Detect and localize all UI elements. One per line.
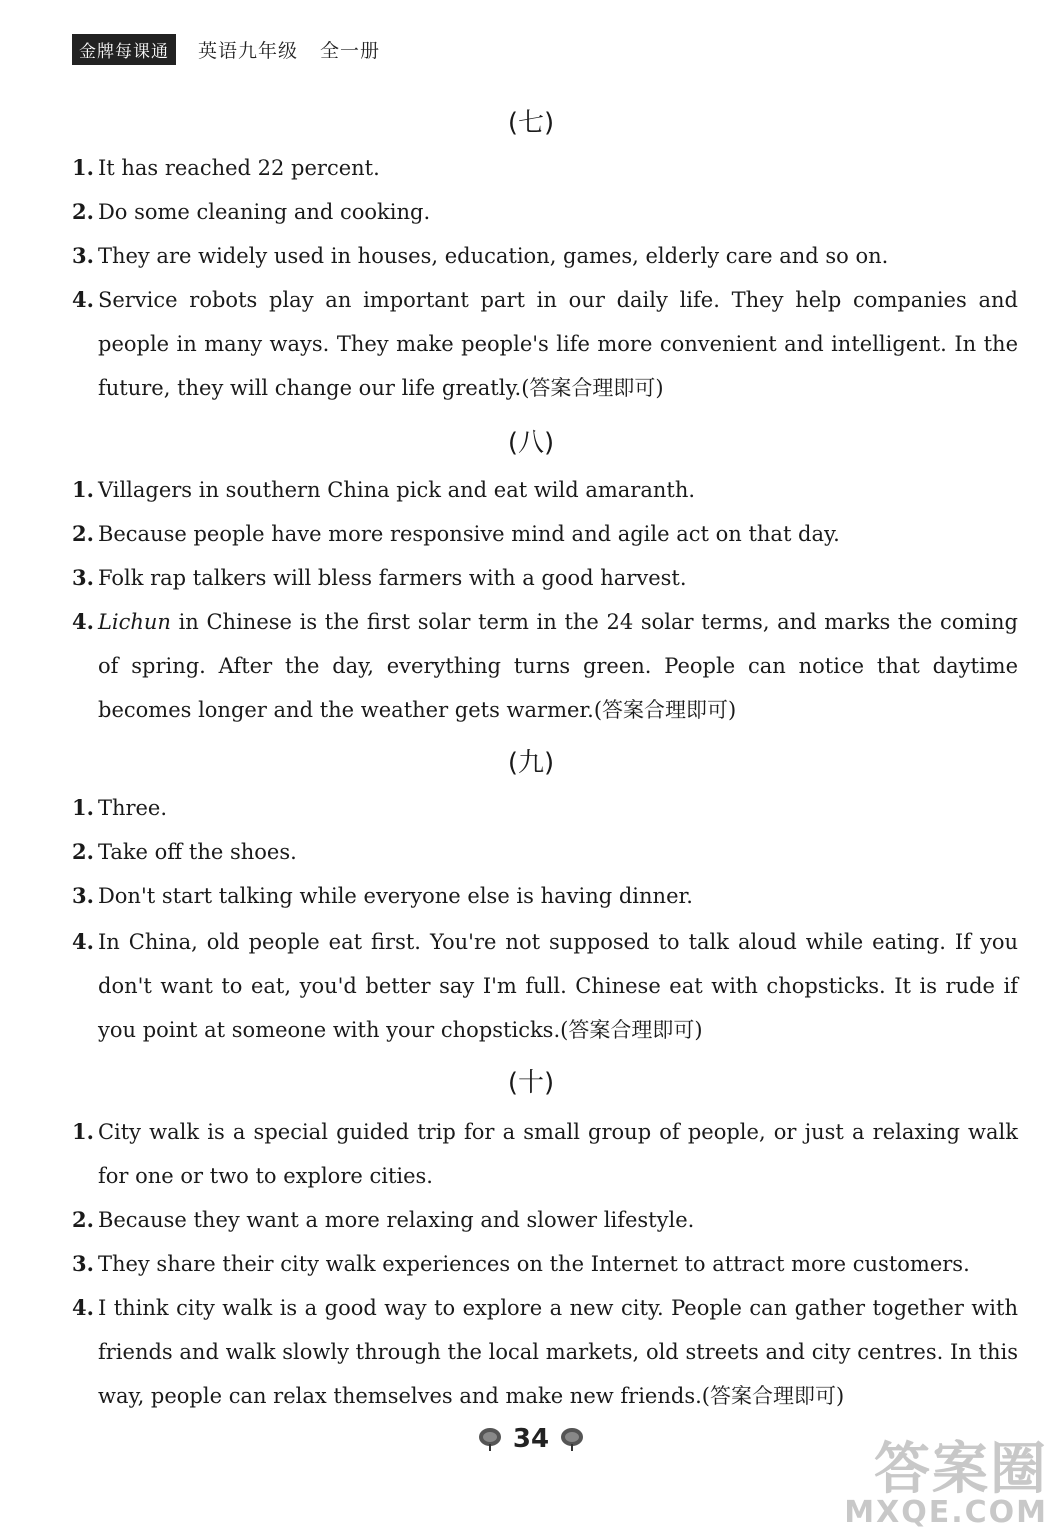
item-number: 2.	[72, 521, 94, 546]
answer-item	[72, 278, 1018, 410]
item-number: 4.	[72, 929, 94, 954]
item-text: Three.	[97, 796, 168, 820]
item-text: Do some cleaning and cooking.	[97, 200, 431, 224]
item-number: 2.	[72, 839, 94, 864]
brand-label: 金牌每课通	[72, 34, 176, 65]
item-italic-term: Lichun	[97, 610, 171, 634]
item-text: I think city walk is a good way to explore a new city. People can gather together with friends and walk slowly through the local markets, old streets and city centres. In this way, people can relax themselves and make new friends.(答案合理即可)	[97, 1296, 1018, 1408]
item-text: It has reached 22 percent.	[97, 156, 380, 180]
item-text: Because they want a more relaxing and slower lifestyle.	[97, 1208, 695, 1232]
item-number: 4.	[72, 609, 94, 634]
book-title	[198, 36, 380, 63]
answer-item	[72, 190, 1018, 234]
answer-item	[72, 1198, 1018, 1242]
watermark-url: MXQE.COM	[844, 1495, 1048, 1530]
answer-item	[72, 234, 1018, 278]
item-number: 2.	[72, 1207, 94, 1232]
item-text: Folk rap talkers will bless farmers with a good harvest.	[97, 566, 687, 590]
answer-item	[72, 1242, 1018, 1286]
item-text: Service robots play an important part in our daily life. They help companies and people in many ways. They make people's life more convenient and intelligent. In the future, they will change our life greatly.(答案合理即可)	[97, 288, 1018, 400]
volume-label: 全一册	[320, 40, 381, 62]
answer-item	[72, 1110, 1018, 1198]
section-title: (八)	[507, 428, 555, 458]
item-number: 1.	[72, 477, 94, 502]
answer-item	[72, 468, 1018, 512]
answer-item	[72, 512, 1018, 556]
item-text: Don't start talking while everyone else is having dinner.	[97, 884, 693, 908]
item-number: 3.	[72, 883, 94, 908]
watermark-title: 答案圈	[874, 1437, 1048, 1502]
answer-item	[72, 1286, 1018, 1418]
page-header	[72, 34, 380, 65]
item-number: 4.	[72, 1295, 94, 1320]
leaf-icon	[559, 1426, 585, 1452]
section-title: (九)	[507, 748, 555, 778]
page-number: 34	[512, 1424, 550, 1454]
answer-item	[72, 600, 1018, 732]
item-text: In China, old people eat first. You're not supposed to talk aloud while eating. If you don't want to eat, you'd better say I'm full. Chinese eat with chopsticks. It is rude if you point at someone with your chopsticks.(答案合理即可)	[97, 930, 1018, 1042]
section-title: (十)	[507, 1068, 555, 1098]
answer-item	[72, 146, 1018, 190]
item-text: They are widely used in houses, education, games, elderly care and so on.	[97, 244, 889, 268]
item-number: 4.	[72, 287, 94, 312]
answer-item	[72, 830, 1018, 874]
item-number: 3.	[72, 565, 94, 590]
item-text: They share their city walk experiences on the Internet to attract more customers.	[97, 1252, 970, 1276]
item-text: City walk is a special guided trip for a small group of people, or just a relaxing walk for one or two to explore cities.	[97, 1120, 1018, 1188]
item-text: in Chinese is the first solar term in the 24 solar terms, and marks the coming of spring. After the day, everything turns green. People can notice that daytime becomes longer and the weather gets warmer.(答案合理即可)	[98, 610, 1018, 722]
leaf-icon	[477, 1426, 503, 1452]
answer-item	[72, 920, 1018, 1052]
item-number: 1.	[72, 1119, 94, 1144]
item-number: 1.	[72, 155, 94, 180]
answer-item	[72, 786, 1018, 830]
watermark	[844, 1437, 1048, 1530]
subject-label: 英语九年级	[198, 40, 299, 62]
answer-item	[72, 874, 1018, 918]
item-number: 3.	[72, 243, 94, 268]
item-number: 2.	[72, 199, 94, 224]
section-title: (七)	[507, 108, 555, 138]
item-text: Take off the shoes.	[97, 840, 297, 864]
item-number: 1.	[72, 795, 94, 820]
answer-item	[72, 556, 1018, 600]
item-text: Because people have more responsive mind and agile act on that day.	[97, 522, 840, 546]
item-text: Villagers in southern China pick and eat wild amaranth.	[97, 478, 696, 502]
item-number: 3.	[72, 1251, 94, 1276]
